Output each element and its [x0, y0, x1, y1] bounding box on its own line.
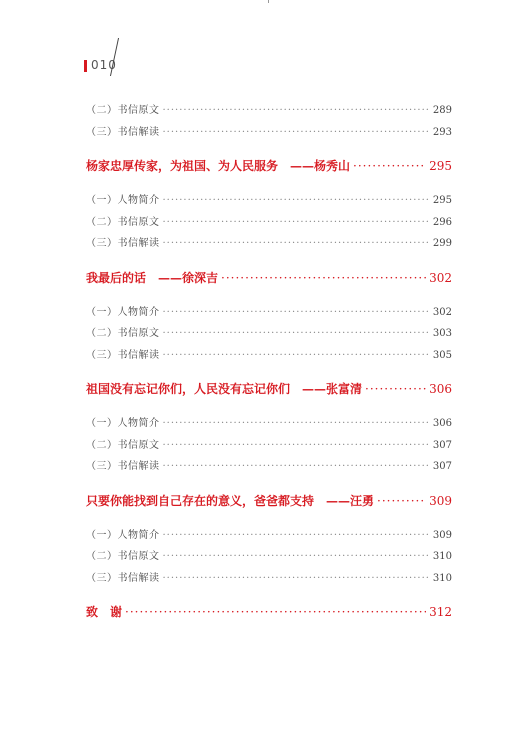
entry-title: （三）书信解读 — [86, 126, 160, 138]
dot-leader — [163, 525, 430, 547]
dot-leader — [163, 100, 430, 122]
entry-title: （一）人物简介 — [86, 195, 160, 206]
entry-page: 309 — [432, 529, 452, 541]
chapter-title: 祖国没有忘记你们，人民没有忘记你们 ——张富清 — [86, 382, 363, 396]
entry-page: 295 — [432, 195, 452, 206]
entry-page: 307 — [432, 461, 452, 472]
dot-leader — [163, 122, 430, 144]
dot-leader — [163, 568, 430, 590]
dot-leader — [163, 323, 430, 345]
entry-title: （一）人物简介 — [86, 529, 160, 541]
dot-leader — [163, 302, 430, 324]
toc-chapter-entry[interactable] — [86, 378, 452, 400]
chapter-title: 致 谢 — [86, 605, 123, 619]
toc-sub-entry[interactable] — [86, 233, 452, 255]
entry-title: （一）人物简介 — [86, 418, 160, 429]
entry-page: 293 — [432, 126, 452, 138]
chapter-page: 302 — [429, 270, 452, 285]
dot-leader — [353, 155, 426, 177]
toc-sub-entry[interactable] — [86, 546, 452, 568]
toc-chapter-entry[interactable] — [86, 267, 452, 289]
chapter-page: 306 — [429, 382, 452, 396]
dot-leader — [163, 435, 430, 457]
toc-sub-entry[interactable] — [86, 435, 452, 457]
entry-title: （二）书信原文 — [86, 216, 160, 228]
toc-sub-entry[interactable] — [86, 100, 452, 122]
entry-title: （三）书信解读 — [86, 238, 160, 249]
chapter-page: 312 — [429, 605, 452, 619]
entry-title: （二）书信原文 — [86, 328, 160, 339]
chapter-page: 295 — [429, 159, 452, 173]
entry-title: （三）书信解读 — [86, 349, 160, 361]
entry-title: （三）书信解读 — [86, 461, 160, 472]
toc-sub-entry[interactable] — [86, 212, 452, 234]
toc-sub-entry[interactable] — [86, 568, 452, 590]
entry-page: 303 — [432, 328, 452, 339]
page-number: 010 — [91, 58, 117, 72]
toc-sub-entry[interactable] — [86, 525, 452, 547]
entry-title: （二）书信原文 — [86, 551, 160, 562]
entry-page: 296 — [432, 216, 452, 228]
entry-page: 306 — [432, 418, 452, 429]
toc-chapter-entry[interactable] — [86, 155, 452, 177]
dot-leader — [163, 456, 430, 478]
entry-page: 310 — [432, 551, 452, 562]
toc-chapter-entry-acknowledgements[interactable] — [86, 601, 452, 623]
entry-title: （三）书信解读 — [86, 572, 160, 584]
dot-leader — [163, 413, 430, 435]
toc-sub-entry[interactable] — [86, 456, 452, 478]
dot-leader — [125, 601, 426, 623]
dot-leader — [221, 267, 426, 289]
dot-leader — [163, 233, 430, 255]
chapter-title: 我最后的话 ——徐深吉 — [86, 270, 219, 285]
entry-page: 289 — [432, 105, 452, 116]
entry-page: 305 — [432, 349, 452, 361]
entry-title: （一）人物简介 — [86, 306, 160, 318]
chapter-title: 杨家忠厚传家，为祖国、为人民服务 ——杨秀山 — [86, 159, 351, 173]
toc-chapter-entry[interactable] — [86, 490, 452, 512]
toc-sub-entry[interactable] — [86, 413, 452, 435]
entry-title: （二）书信原文 — [86, 439, 160, 451]
red-marker — [84, 60, 87, 72]
dot-leader — [163, 190, 430, 212]
entry-page: 307 — [432, 439, 452, 451]
entry-page: 310 — [432, 572, 452, 584]
toc-sub-entry[interactable] — [86, 323, 452, 345]
toc-sub-entry[interactable] — [86, 302, 452, 324]
entry-page: 302 — [432, 306, 452, 318]
top-crop-mark — [268, 0, 269, 3]
toc-sub-entry[interactable] — [86, 122, 452, 144]
table-of-contents — [86, 100, 452, 623]
dot-leader — [163, 345, 430, 367]
entry-page: 299 — [432, 238, 452, 249]
toc-sub-entry[interactable] — [86, 190, 452, 212]
chapter-title: 只要你能找到自己存在的意义，爸爸都支持 ——汪勇 — [86, 493, 375, 508]
dot-leader — [377, 490, 426, 512]
dot-leader — [365, 378, 426, 400]
entry-title: （二）书信原文 — [86, 105, 160, 116]
toc-sub-entry[interactable] — [86, 345, 452, 367]
dot-leader — [163, 212, 430, 234]
dot-leader — [163, 546, 430, 568]
chapter-page: 309 — [429, 493, 452, 508]
